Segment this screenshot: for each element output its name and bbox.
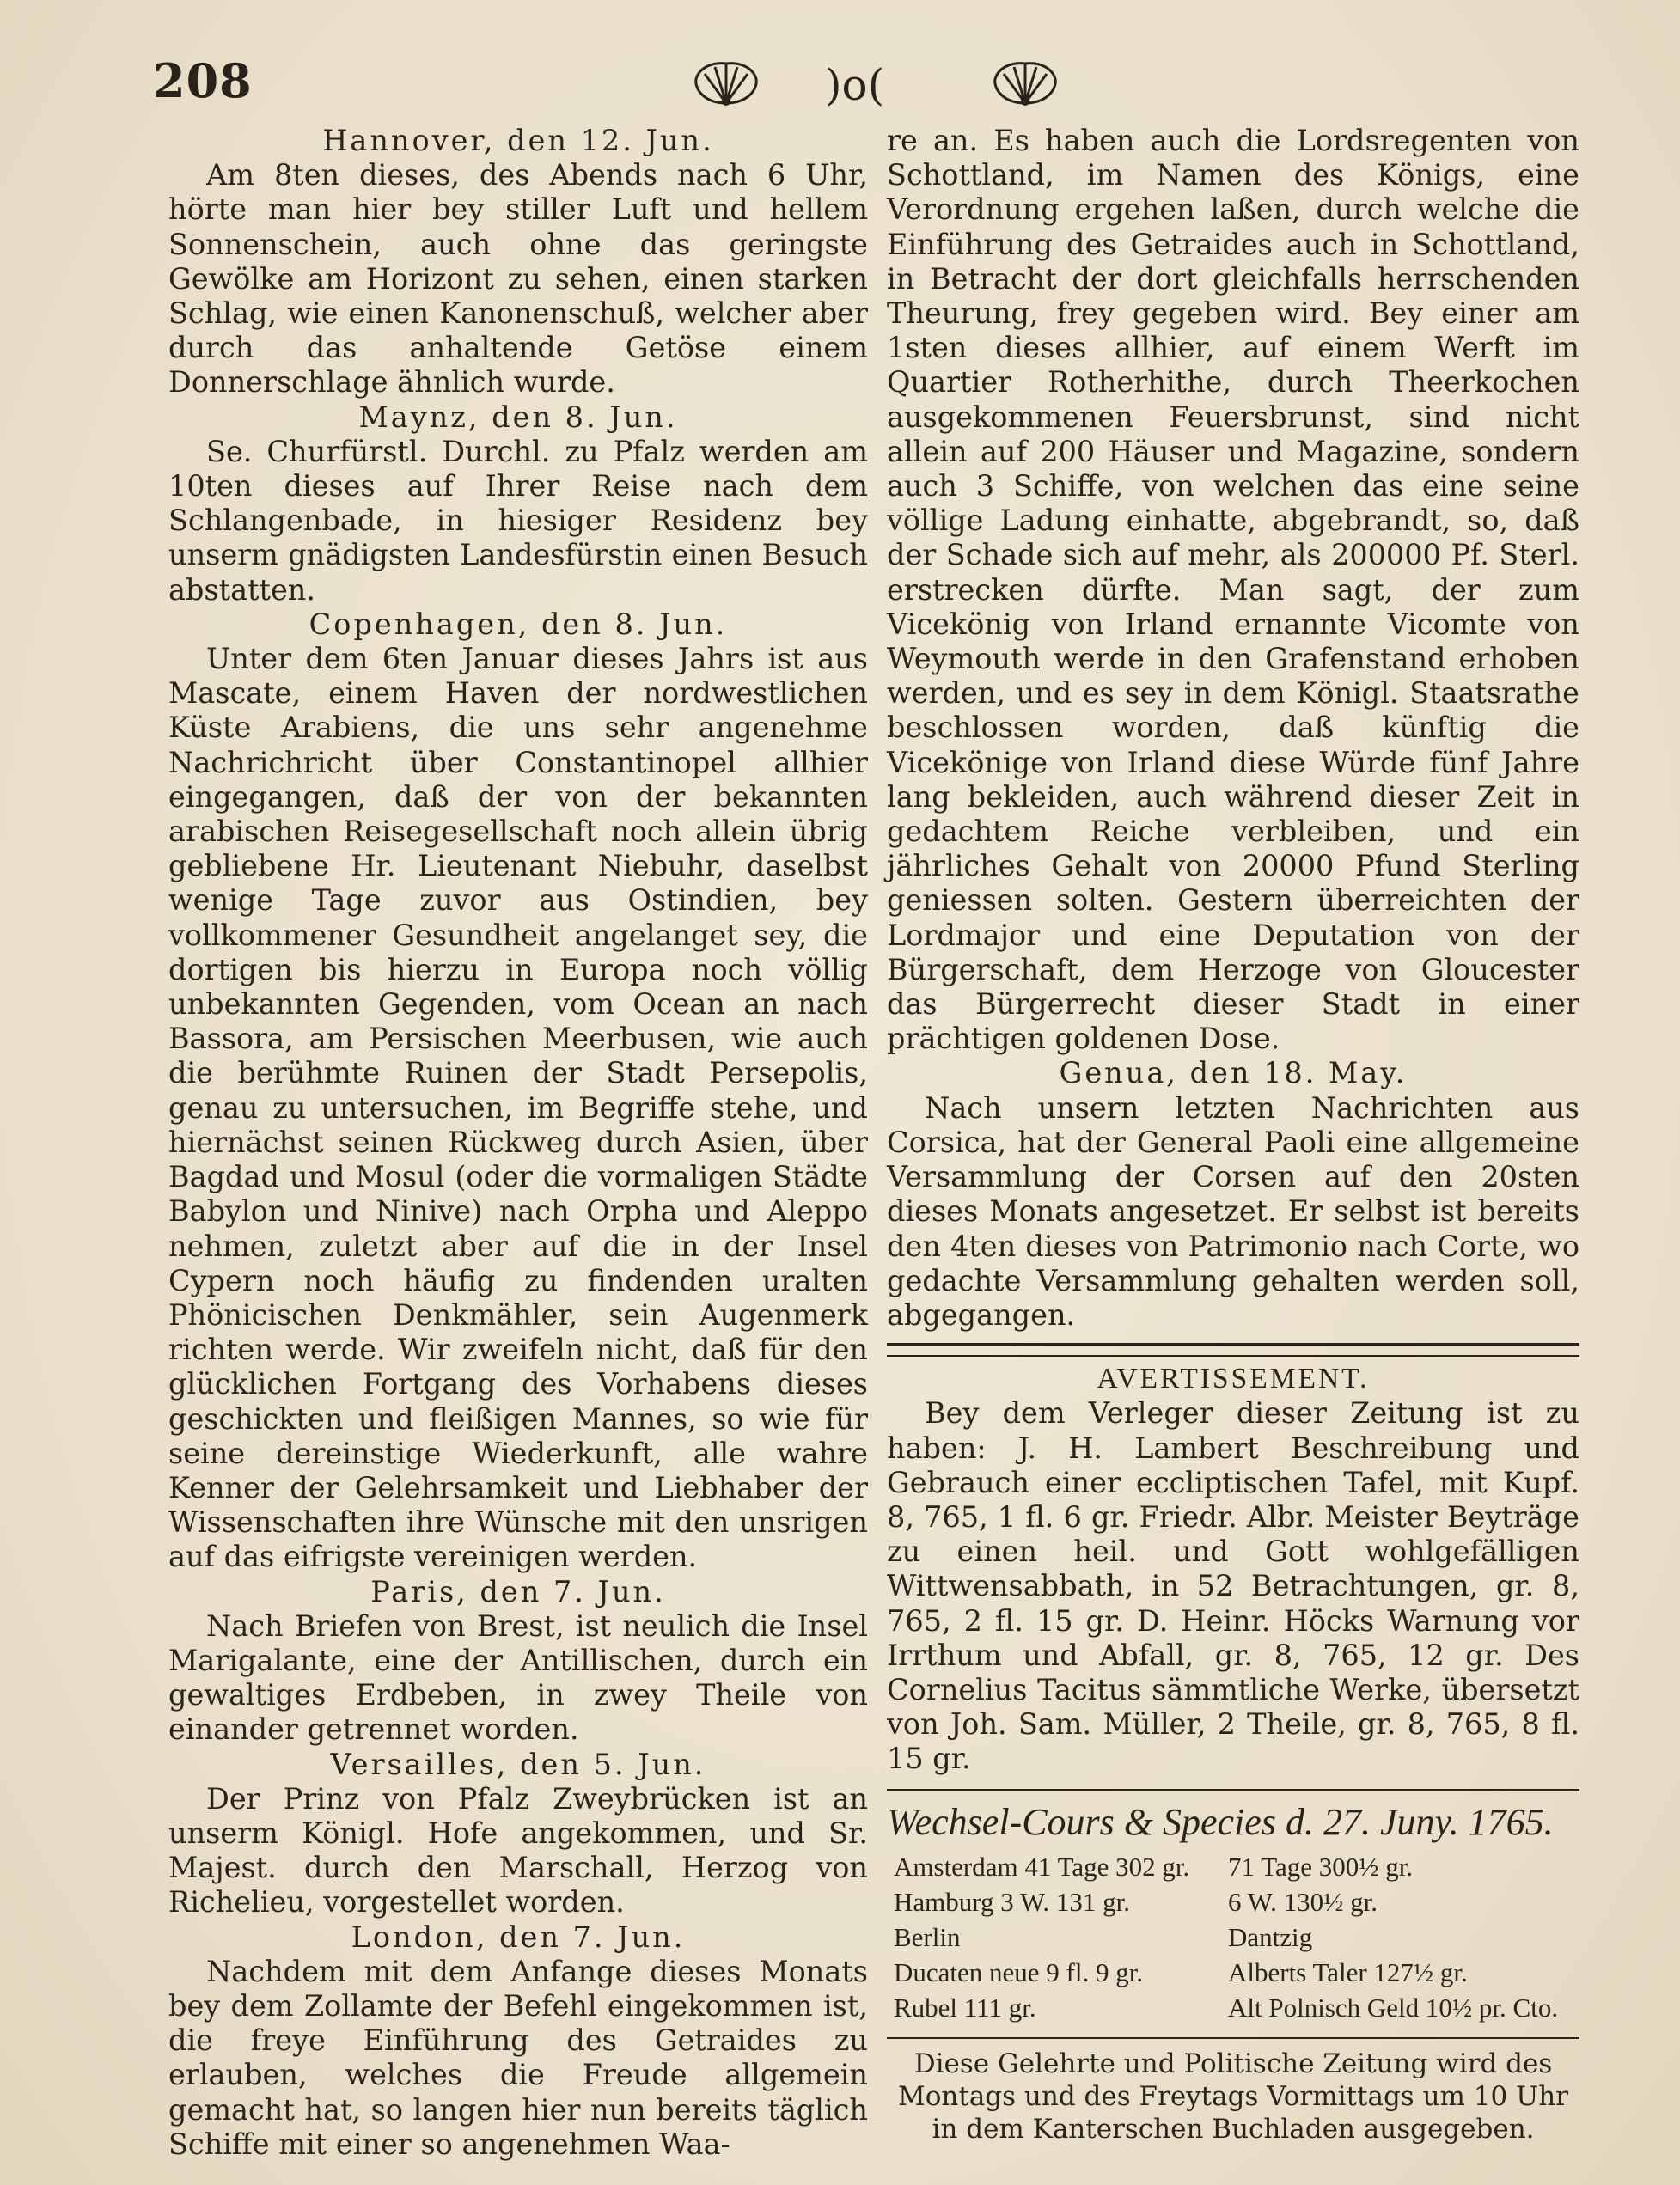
rate-row — [887, 1955, 1579, 1990]
dateline-paris: Paris, den 7. Jun. — [370, 1574, 666, 1608]
rate-cell: Berlin — [894, 1921, 961, 1952]
footer-divider — [887, 2037, 1579, 2039]
rate-cell: Alt Polnisch Geld 10½ pr. Cto. — [1228, 1992, 1559, 2023]
rate-cell: Amsterdam 41 Tage 302 gr. — [894, 1851, 1190, 1882]
dateline-versailles: Versailles, den 5. Jun. — [330, 1747, 706, 1781]
wechsel-divider — [887, 1789, 1579, 1791]
exchange-rates-table — [887, 1849, 1579, 2025]
article-hannover: Am 8ten dieses, des Abends nach 6 Uhr, hörte man hier bey stiller Luft und hellem Sonnenschein, auch ohne das geringste Gewölke am Horizont zu sehen, einen starken Schlag, wie einen Kanonenschuß, welcher aber durch das anhaltende Getöse einem Donnerschlage ähnlich wurde. — [168, 158, 868, 400]
page-number: 208 — [153, 53, 253, 108]
rate-cell: Rubel 111 gr. — [894, 1992, 1036, 2023]
rate-row — [887, 1884, 1579, 1920]
shell-ornament-right-icon — [987, 58, 1064, 110]
article-paris: Nach Briefen von Brest, ist neulich die Insel Marigalante, eine der Antillischen, durch ein gewaltiges Erdbeben, in zwey Theile von einander getrennet worden. — [168, 1608, 868, 1747]
article-versailles: Der Prinz von Pfalz Zweybrücken ist an unserm Königl. Hofe angekommen, und Sr. Majest. durch den Marschall, Herzog von Richelieu, vorgestellet worden. — [168, 1781, 868, 1920]
avertissement-title: AVERTISSEMENT. — [1097, 1363, 1370, 1395]
rate-row — [887, 1990, 1579, 2025]
rate-cell: Hamburg 3 W. 131 gr. — [894, 1886, 1130, 1917]
right-column — [887, 124, 1579, 2145]
rate-cell: Ducaten neue 9 fl. 9 gr. — [894, 1956, 1144, 1987]
dateline-london: London, den 7. Jun. — [351, 1920, 686, 1954]
wechsel-title: Wechsel-Cours & Species d. 27. Juny. 1765. — [887, 1800, 1554, 1843]
article-london: Nachdem mit dem Anfange dieses Monats bey dem Zollamte der Befehl eingekommen ist, die freye Einführung des Getraides zu erlauben, welches die Freude allgemein gemacht hat, so langen hier nun bereits täglich Schiffe mit einer so angenehmen Waa- — [168, 1954, 868, 2161]
shell-ornament-left-icon — [687, 58, 765, 110]
rate-cell: Dantzig — [1228, 1921, 1313, 1952]
article-genua: Nach unsern letzten Nachrichten aus Corsica, hat der General Paoli eine allgemeine Versammlung der Corsen auf den 20sten dieses Monats angesetzet. Er selbst ist bereits den 4ten dieses von Patrimonio nach Corte, wo gedachte Versammlung gehalten werden soll, abgegangen. — [887, 1090, 1579, 1332]
section-divider — [887, 1343, 1579, 1357]
rate-row — [887, 1849, 1579, 1884]
publication-note: Diese Gelehrte und Politische Zeitung wird des Montags und des Freytags Vormittags um 10 Uhr in dem Kanterschen Buchladen ausgegeben. — [898, 2048, 1568, 2145]
article-london-continued: re an. Es haben auch die Lordsregenten von Schottland, im Namen des Königs, eine Verordnung ergehen laßen, durch welche die Einführung des Getraides auch in Schottland, in Betracht der dort gleichfalls herrschenden Theurung, frey gegeben wird. Bey einer am 1sten dieses allhier, auf einem Werft im Quartier Rotherhithe, durch Theerkochen ausgekommenen Feuersbrunst, sind nicht allein auf 200 Häuser und Magazine, sondern auch 3 Schiffe, von welchen das eine seine völlige Ladung einhatte, abgebrandt, so, daß der Schade sich auf mehr, als 200000 Pf. Sterl. erstrecken dürfte. Man sagt, der zum Vicekönig von Irland ernannte Vicomte von Weymouth werde in den Grafenstand erhoben werden, und es sey in dem Königl. Staatsrathe beschlossen worden, daß künftig die Vicekönige von Irland diese Würde fünf Jahre lang bekleiden, auch während dieser Zeit in gedachtem Reiche verbleiben, und ein jährliches Gehalt von 20000 Pfund Sterling geniessen solten. Gestern überreichten der Lordmajor und eine Deputation von der Bürgerschaft, dem Herzoge von Gloucester das Bürgerrecht dieser Stadt in einer prächtigen goldenen Dose. — [887, 124, 1579, 1056]
dateline-hannover: Hannover, den 12. Jun. — [322, 124, 714, 157]
dateline-copenhagen: Copenhagen, den 8. Jun. — [309, 607, 728, 641]
article-maynz: Se. Churfürstl. Durchl. zu Pfalz werden am 10ten dieses auf Ihrer Reise nach dem Schlangenbade, in hiesiger Residenz bey unserm gnädigsten Landesfürstin einen Besuch abstatten. — [168, 434, 868, 607]
rate-cell: Alberts Taler 127½ gr. — [1228, 1956, 1468, 1987]
rate-row — [887, 1920, 1579, 1955]
dateline-maynz: Maynz, den 8. Jun. — [358, 400, 678, 434]
dateline-genua: Genua, den 18. May. — [1059, 1056, 1408, 1090]
header-separator-mark: )o( — [825, 60, 885, 110]
rate-cell: 6 W. 130½ gr. — [1228, 1886, 1378, 1917]
article-copenhagen: Unter dem 6ten Januar dieses Jahrs ist aus Mascate, einem Haven der nordwestlichen Küste Arabiens, die uns sehr angenehme Nachrichricht über Constantinopel allhier eingegangen, daß der von der bekannten arabischen Reisegesellschaft noch allein übrig gebliebene Hr. Lieutenant Niebuhr, daselbst wenige Tage zuvor aus Ostindien, bey vollkommener Gesundheit angelanget sey, die dortigen bis hierzu in Europa noch völlig unbekannten Gegenden, vom Ocean an nach Bassora, am Persischen Meerbusen, wie auch die berühmte Ruinen der Stadt Persepolis, genau zu untersuchen, im Begriffe stehe, und hiernächst seinen Rückweg durch Asien, über Bagdad und Mosul (oder die vormaligen Städte Babylon und Ninive) nach Orpha und Aleppo nehmen, zuletzt aber auf die in der Insel Cypern noch häufig zu findenden uralten Phönicischen Denkmähler, sein Augenmerk richten werde. Wir zweifeln nicht, daß für den glücklichen Fortgang des Vorhabens dieses geschickten und fleißigen Mannes, so wie für seine dereinstige Wiederkunft, alle wahre Kenner der Gelehrsamkeit und Liebhaber der Wissenschaften ihre Wünsche mit den unsrigen auf das eifrigste vereinigen werden. — [168, 642, 868, 1574]
avertissement-text: Bey dem Verleger dieser Zeitung ist zu haben: J. H. Lambert Beschreibung und Gebrauch einer eccliptischen Tafel, mit Kupf. 8, 765, 1 fl. 6 gr. Friedr. Albr. Meister Beyträge zu einen heil. und Gott wohlgefälligen Wittwensabbath, in 52 Betrachtungen, gr. 8, 765, 2 fl. 15 gr. D. Heinr. Höcks Warnung vor Irrthum und Abfall, gr. 8, 765, 12 gr. Des Cornelius Tacitus sämmtliche Werke, übersetzt von Joh. Sam. Müller, 2 Theile, gr. 8, 765, 8 fl. 15 gr. — [887, 1396, 1579, 1776]
left-column — [168, 124, 868, 2162]
rate-cell: 71 Tage 300½ gr. — [1228, 1851, 1414, 1882]
